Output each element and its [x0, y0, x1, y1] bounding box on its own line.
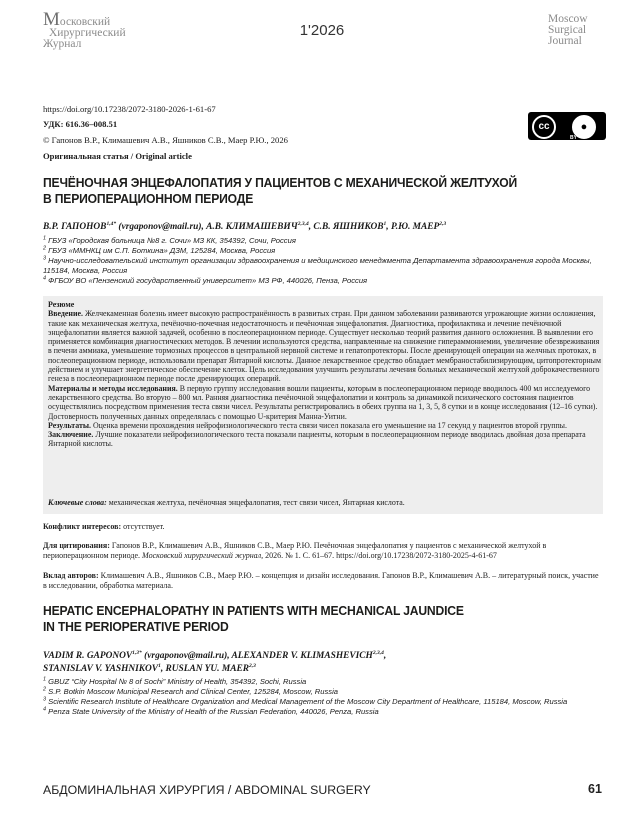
intro-label: Введение.	[48, 309, 83, 319]
citation-label: Для цитирования:	[43, 541, 110, 550]
logo-en-line2: Surgical	[548, 24, 587, 36]
author-name: STANISLAV V. YASHNIKOV	[43, 664, 159, 674]
issue-number: 1'2026	[299, 22, 345, 39]
affiliation-text: Научно-исследовательский институт организации здравоохранения и медицинского менеджмента Департамента здравоохранения города Москвы, 115184, Москва, Россия	[43, 256, 592, 275]
author-contribution	[43, 571, 603, 591]
conflict-of-interest	[43, 522, 603, 532]
by-label: BY	[570, 135, 577, 141]
affiliation	[43, 707, 603, 717]
conclusion-label: Заключение.	[48, 430, 94, 440]
author-affiliation-sup: 2,3	[439, 220, 447, 227]
author-name: Р.Ю. МАЕР	[390, 222, 440, 232]
doi-link[interactable]: https://doi.org/10.17238/2072-3180-2026-1-61-67	[43, 104, 216, 114]
affiliation-number: 3	[43, 255, 47, 262]
conclusion-text: Лучшие показатели нейрофизиологического теста показали пациенты, которым в послеоперационном периоде вводилась двойная доза препарата Янтарной кислоты.	[48, 430, 586, 449]
keywords-text: механическая желтуха, печёночная энцефалопатия, тест связи чисел, Янтарная кислота.	[108, 498, 405, 507]
title-en-line1: HEPATIC ENCEPHALOPATHY IN PATIENTS WITH MECHANICAL JAUNDICE	[43, 603, 464, 618]
affiliation-number: 4	[43, 706, 47, 713]
conflict-label: Конфликт интересов:	[43, 522, 122, 531]
authors-en-line2	[43, 663, 603, 676]
affiliation-text: Scientific Research Institute of Healthcare Organization and Medical Management of the Moscow City Department of Healthcare, 115184, Moscow, Russia	[46, 697, 568, 706]
affiliation	[43, 276, 603, 286]
logo-en-line3: Journal	[548, 35, 582, 47]
affiliation-text: GBUZ “City Hospital № 8 of Sochi” Ministry of Health, 354392, Sochi, Russia	[46, 677, 307, 686]
affiliation-text: S.P. Botkin Moscow Municipal Research and Clinical Center, 125284, Moscow, Russia	[46, 687, 339, 696]
author-affiliation-sup: 1,4*	[106, 220, 117, 227]
affiliation-number: 2	[43, 686, 47, 693]
affiliation-number: 1	[43, 676, 47, 683]
results-label: Результаты.	[48, 420, 91, 430]
logo-ru-line3: Журнал	[43, 38, 82, 50]
citation-text: Гапонов В.Р., Климашевич А.В., Яшников С.В., Маер Р.Ю. Печёночная энцефалопатия у пациентов с механической желтухой в периоперационном периоде.	[43, 541, 547, 560]
udk-code: УДК: 616.36–008.51	[43, 119, 118, 129]
authors-en-line1	[43, 650, 603, 663]
results-text: Оценка времени прохождения нейрофизиологического теста связи чисел показала его уменьшение на 17 секунд у пациентов второй группы.	[92, 420, 567, 430]
author-name: С.В. ЯШНИКОВ	[313, 222, 384, 232]
affiliation-text: ГБУЗ «Городская больница №8 г. Сочи» МЗ КК, 354392, Сочи, Россия	[46, 236, 296, 245]
cc-icon: cc	[532, 115, 556, 139]
article-title-ru	[43, 175, 558, 207]
authors-en	[43, 650, 603, 676]
affiliation	[43, 256, 603, 276]
page-number: 61	[588, 782, 602, 796]
author-email[interactable]: (vrgaponov@mail.ru),	[141, 651, 230, 661]
author-affiliation-sup: 2,3	[248, 662, 256, 669]
cc-by-license-badge[interactable]	[528, 112, 606, 140]
author-email[interactable]: ,	[160, 664, 164, 674]
affiliations-en	[43, 677, 603, 717]
title-ru-line2: В ПЕРИОПЕРАЦИОННОМ ПЕРИОДЕ	[43, 191, 254, 206]
citation	[43, 541, 603, 561]
author-affiliation-sup: 2,3,4	[372, 649, 384, 656]
person-icon: ●	[572, 115, 596, 139]
author-name: А.В. КЛИМАШЕВИЧ	[206, 222, 298, 232]
author-name: ALEXANDER V. KLIMASHEVICH	[229, 651, 373, 661]
citation-journal: Московский хирургический журнал,	[142, 551, 264, 560]
logo-ru-line2: Хирургический	[49, 27, 126, 39]
author-affiliation-sup: 1	[158, 662, 161, 669]
keywords-label: Ключевые слова:	[48, 498, 107, 507]
author-email[interactable]: (vrgaponov@mail.ru)	[116, 222, 202, 232]
citation-tail[interactable]: 2026. № 1. С. 61–67. https://doi.org/10.17238/2072-3180-2025-4-61-67	[263, 551, 497, 560]
conflict-text: отсутствует.	[123, 522, 165, 531]
logo-en-line1: Moscow	[548, 13, 588, 25]
author-affiliation-sup: 1	[383, 220, 387, 227]
authors-ru: В.Р. $ГАПОНОВ^{1,4*}$ (vrgaponov@mail.ru), А.В. КЛИМАШЕВИЧ$^{2,3,4}$, С.В. ЯШНИКОВ$^1$, Р.Ю. МАЕР$^{2,3}$	[43, 220, 447, 232]
journal-logo-ru: Московский Хирургический Журнал	[43, 9, 126, 50]
journal-logo-en	[548, 14, 588, 47]
affiliation	[43, 687, 603, 697]
logo-ru-line1-rest: осковский	[59, 16, 111, 28]
abstract-box	[43, 296, 603, 514]
author-affiliation-sup: 1,3*	[132, 649, 142, 656]
author-email[interactable]: ,	[383, 651, 387, 661]
affiliation-text: ФГБОУ ВО «Пензенский государственный университет» МЗ РФ, 440026, Пенза, Россия	[46, 276, 368, 285]
article-type: Оригинальная статья / Original article	[43, 151, 192, 161]
keywords	[48, 498, 604, 508]
methods-text: В первую группу исследования вошли пациенты, которым в послеоперационном периоде вводилось 400 мл исследуемого лекарственного средства. Во вторую – 800 мл. Ранняя диагностика печёночной энцефалопатии и контроль за динамикой психического состояния пациентов осуществлялись посредством применения теста связи чисел. Результаты регистрировались в обеих группа на 1, 3, 5, 8 сутки и в конце исследования (12–16 сутки). Достоверность полученных данных определялась с помощью U-критерия Манна-Уитни.	[48, 383, 598, 421]
affiliation-number: 3	[43, 696, 47, 703]
affiliation	[43, 697, 603, 707]
affiliation	[43, 236, 603, 246]
methods-label: Материалы и методы исследования.	[48, 383, 178, 393]
intro-text: Желчекаменная болезнь имеет высокую распространённость в развитых стран. При данном заболевании развиваются угрожающие жизни осложнения, такие как механическая желтуха, печёночно-почечная недостаточность и печёночная энцефалопатия. Диагностика, профилактика и лечение печёночной энцефалопатии является важной задачей, особенно в послеоперационном периоде. Существует несколько теорий развития данного осложнения. В выявлении его применяется комбинация диагностических методов. В лечении используются средства, направленные на снижение гипераммониемии, увеличение обезвреживания в печени аммиака, уменьшение тормозных процессов в центральной нервной системе и гепатопротекторы. После дренирующей операции на желчных протоках, в послеоперационном периоде, использовали препарат Янтарной кислоты. Данное лекарственное средство обладает мембраностабилизирующим, цитопротекторным действием и улучшает энергетическое обеспечение клеток. Цель исследования улучшить результаты лечения больных механической желтухой доброкачественного генеза в послеоперационном периоде после дренирующих операций.	[48, 309, 601, 384]
author-name: В.Р. ГАПОНОВ	[43, 222, 107, 232]
affiliation-number: 1	[43, 235, 47, 242]
section-title: АБДОМИНАЛЬНАЯ ХИРУРГИЯ / ABDOMINAL SURGERY	[43, 783, 371, 797]
title-en-line2: IN THE PERIOPERATIVE PERIOD	[43, 619, 229, 634]
affiliation-number: 4	[43, 275, 47, 282]
author-name: VADIM R. GAPONOV	[43, 651, 133, 661]
author-name: RUSLAN YU. MAER	[163, 664, 249, 674]
affiliation-number: 2	[43, 245, 47, 252]
affiliation	[43, 677, 603, 687]
title-ru-line1: ПЕЧЁНОЧНАЯ ЭНЦЕФАЛОПАТИЯ У ПАЦИЕНТОВ С МЕХАНИЧЕСКОЙ ЖЕЛТУХОЙ	[43, 175, 518, 190]
contribution-label: Вклад авторов:	[43, 571, 99, 580]
copyright: © Гапонов В.Р., Климашевич А.В., Яшников С.В., Маер Р.Ю., 2026	[43, 135, 288, 145]
author-affiliation-sup: 2,3,4	[297, 220, 309, 227]
contribution-text: Климашевич А.В., Яшников С.В., Маер Р.Ю. – концепция и дизайн исследования. Гапонов В.Р., Климашевич А.В. – литературный поиск, участие в исследовании, обработка материала.	[43, 571, 599, 590]
affiliation	[43, 246, 603, 256]
affiliation-text: ГБУЗ «ММНКЦ им С.П. Боткина» ДЗМ, 125284, Москва, Россия	[46, 246, 276, 255]
article-title-en	[43, 603, 558, 635]
affiliations-ru	[43, 236, 603, 286]
affiliation-text: Penza State University of the Ministry of Health of the Russian Federation, 440026, Penza, Russia	[46, 707, 379, 716]
abstract-heading: Резюме	[48, 300, 75, 309]
